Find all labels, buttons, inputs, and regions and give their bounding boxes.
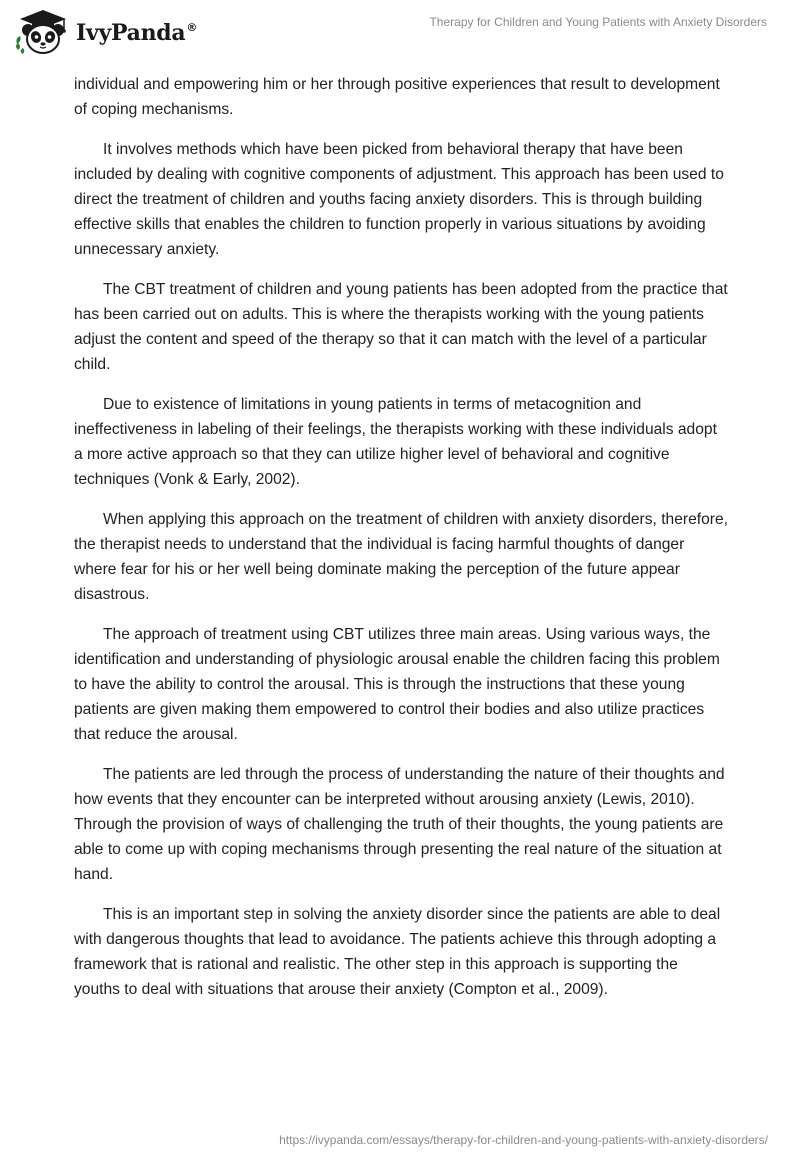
paragraph: When applying this approach on the treatment of children with anxiety disorders, therefore, the therapist needs to understand that the individual is facing harmful thoughts of danger where fear for his or her well being dominate making the perception of the future appear disastrous. [74, 511, 728, 603]
running-title: Therapy for Children and Young Patients with Anxiety Disorders [429, 15, 767, 29]
logo-wordmark: IvyPanda® [76, 20, 198, 46]
paragraph: individual and empowering him or her through positive experiences that result to development of coping mechanisms. [74, 76, 720, 118]
paragraph: This is an important step in solving the anxiety disorder since the patients are able to deal with dangerous thoughts that lead to avoidance. The patients achieve this through adopting a framework that is rational and realistic. The other step in this approach is supporting the youths to deal with situations that arouse their anxiety (Compton et al., 2009). [74, 906, 721, 998]
paragraph: The patients are led through the process of understanding the nature of their thoughts and how events that they encounter can be interpreted without arousing anxiety (Lewis, 2010). Through the provision of ways of challenging the truth of their thoughts, the young patients are able to come up with coping mechanisms through presenting the real nature of the situation at hand. [74, 766, 725, 883]
ivypanda-logo[interactable] [14, 8, 197, 56]
essay-body [74, 72, 728, 1017]
paragraph: The CBT treatment of children and young patients has been adopted from the practice that has been carried out on adults. This is where the therapists working with the young patients adjust the content and speed of the therapy so that it can match with the level of a particular child. [74, 281, 728, 373]
paragraph: The approach of treatment using CBT utilizes three main areas. Using various ways, the identification and understanding of physiologic arousal enable the children facing this problem to have the ability to control the arousal. This is through the instructions that these young patients are given making them empowered to control their bodies and also utilize practices that reduce the arousal. [74, 626, 720, 743]
registered-mark: ® [186, 21, 198, 34]
paragraph: It involves methods which have been picked from behavioral therapy that have been included by dealing with cognitive components of adjustment. This approach has been used to direct the treatment of children and youths facing anxiety disorders. This is through building effective skills that enables the children to function properly in various situations by avoiding unnecessary anxiety. [74, 141, 724, 258]
paragraph: Due to existence of limitations in young patients in terms of metacognition and ineffectiveness in labeling of their feelings, the therapists working with these individuals adopt a more active approach so that they can utilize higher level of behavioral and cognitive techniques (Vonk & Early, 2002). [74, 396, 717, 488]
page-header [0, 0, 800, 60]
source-url-link[interactable]: https://ivypanda.com/essays/therapy-for-children-and-young-patients-with-anxiety-disorders/ [279, 1133, 768, 1147]
panda-graduate-icon [14, 8, 72, 56]
